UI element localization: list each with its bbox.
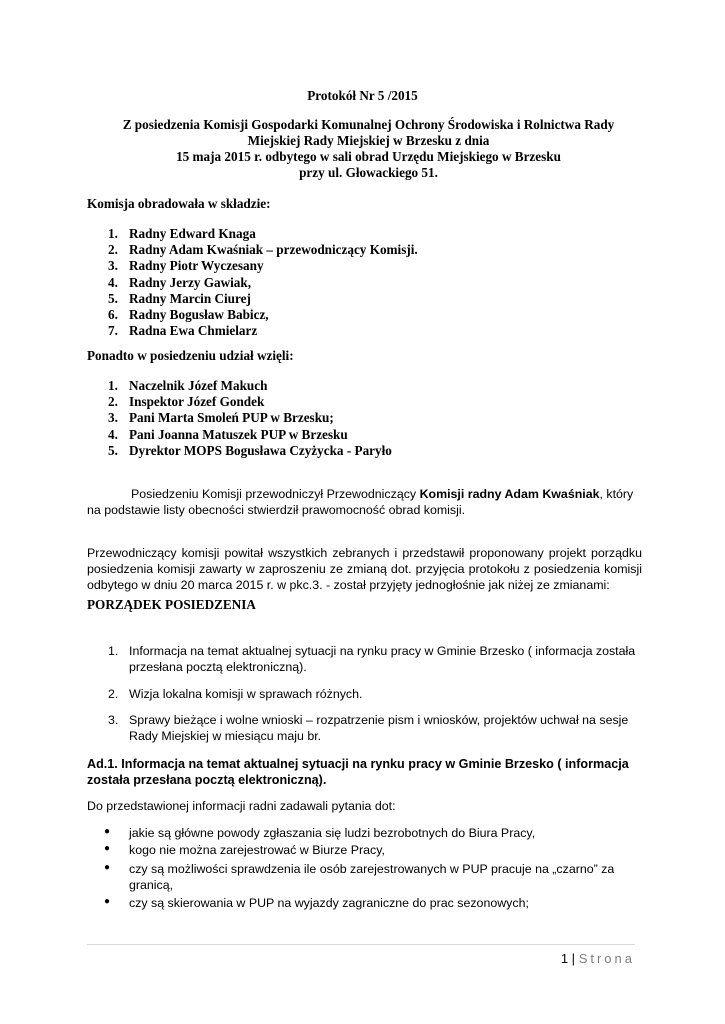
agenda-item-2: 2. Wizja lokalna komisji w sprawach różnych. (108, 687, 363, 701)
list-item: 3. Radny Piotr Wyczesany (108, 258, 264, 274)
members-list (108, 226, 418, 339)
footer-divider (87, 944, 635, 945)
list-item: 7. Radna Ewa Chmielarz (108, 323, 258, 339)
subtitle-line-3: 15 maja 2015 r. odbytego w sali obrad Urzędu Miejskiego w Brzesku (176, 149, 561, 164)
agenda-heading: PORZĄDEK POSIEDZENIA (87, 597, 256, 612)
footer-separator: | (571, 951, 576, 966)
bullet-icon: ● (104, 896, 111, 907)
ad1-heading-line-1: Ad.1. Informacja na temat aktualnej sytuacji na rynku pracy w Gminie Brzesko ( informacja (87, 757, 629, 771)
list-item: 4. Pani Joanna Matuszek PUP w Brzesku (108, 426, 348, 442)
paragraph-chair-line-2: na podstawie listy obecności stwierdził prawomocność obrad komisji. (87, 503, 466, 517)
list-item: 1. Radny Edward Knaga (108, 226, 256, 241)
list-item: 2. Radny Adam Kwaśniak – przewodniczący Komisji. (108, 242, 418, 258)
agenda-item-1: 1. Informacja na temat aktualnej sytuacji na rynku pracy w Gminie Brzesko ( informacja została (108, 644, 636, 658)
bullet-icon: ● (104, 826, 111, 837)
list-item: 1. Naczelnik Józef Makuch (108, 378, 268, 393)
paragraph-agenda-intro-line-3: odbytego w dniu 20 marca 2015 r. w pkc.3. - został przyjęty jednogłośnie jak niżej ze zmianami: (87, 578, 610, 592)
subtitle-line-2: Miejskiej Rady Miejskiej w Brzesku z dnia (247, 133, 490, 148)
agenda-item-3: 3. Sprawy bieżące i wolne wnioski – rozpatrzenie pism i wniosków, projektów uchwał na sesje (108, 713, 629, 727)
list-item: 5. Radny Marcin Ciurej (108, 290, 251, 306)
list-item: 5. Dyrektor MOPS Bogusława Czyżycka - Paryło (108, 442, 392, 458)
bullet-item-1: jakie są główne powody zgłaszania się ludzi bezrobotnych do Biura Pracy, (129, 826, 536, 840)
bullet-icon: ● (104, 843, 111, 854)
agenda-item-3-continuation: Rady Miejskiej w miesiącu maju br. (129, 729, 322, 743)
ad1-intro: Do przedstawionej informacji radni zadawali pytania dot: (87, 799, 396, 813)
bullet-item-4: czy są skierowania w PUP na wyjazdy zagraniczne do prac sezonowych; (129, 896, 529, 910)
bullet-item-3: czy są możliwości sprawdzenia ile osób zarejestrowanych w PUP pracuje na „czarno” za (129, 862, 615, 876)
paragraph-agenda-intro-line-2: posiedzenia komisji zawarty w zaproszeniu ze zmianą dot. przyjęcia protokołu z posiedzenia komisji (87, 562, 642, 576)
list-item: 3. Pani Marta Smoleń PUP w Brzesku; (108, 410, 334, 426)
paragraph-agenda-intro-line-1: Przewodniczący komisji powitał wszystkich zebranych i przedstawił proponowany projekt porządku (87, 546, 642, 560)
list-item: 2. Inspektor Józef Gondek (108, 394, 265, 410)
subtitle-line-4: przy ul. Głowackiego 51. (299, 165, 438, 180)
bullet-icon: ● (104, 862, 111, 873)
composition-heading: Komisja obradowała w składzie: (87, 196, 271, 211)
page-footer (520, 951, 635, 966)
page-number: 1 (560, 951, 569, 966)
document-title: Protokół Nr 5 /2015 (307, 88, 418, 103)
footer-label: Strona (578, 951, 635, 966)
bullet-item-3-continuation: granicą, (129, 878, 174, 892)
list-item: 6. Radny Bogusław Babicz, (108, 307, 269, 323)
list-item: 4. Radny Jerzy Gawiak, (108, 274, 251, 290)
ad1-heading-line-2: została przesłana pocztą elektroniczną). (87, 773, 327, 787)
paragraph-chair-line-1: Posiedzeniu Komisji przewodniczył Przewodniczący Komisji radny Adam Kwaśniak, który (131, 487, 634, 501)
subtitle-line-1: Z posiedzenia Komisji Gospodarki Komunalnej Ochrony Środowiska i Rolnictwa Rady (122, 117, 615, 132)
guests-list (108, 378, 392, 459)
bullet-item-2: kogo nie można zarejestrować w Biurze Pracy, (129, 843, 385, 857)
agenda-item-1-continuation: przesłana pocztą elektroniczną). (129, 660, 307, 674)
guests-heading: Ponadto w posiedzeniu udział wzięli: (87, 348, 294, 363)
